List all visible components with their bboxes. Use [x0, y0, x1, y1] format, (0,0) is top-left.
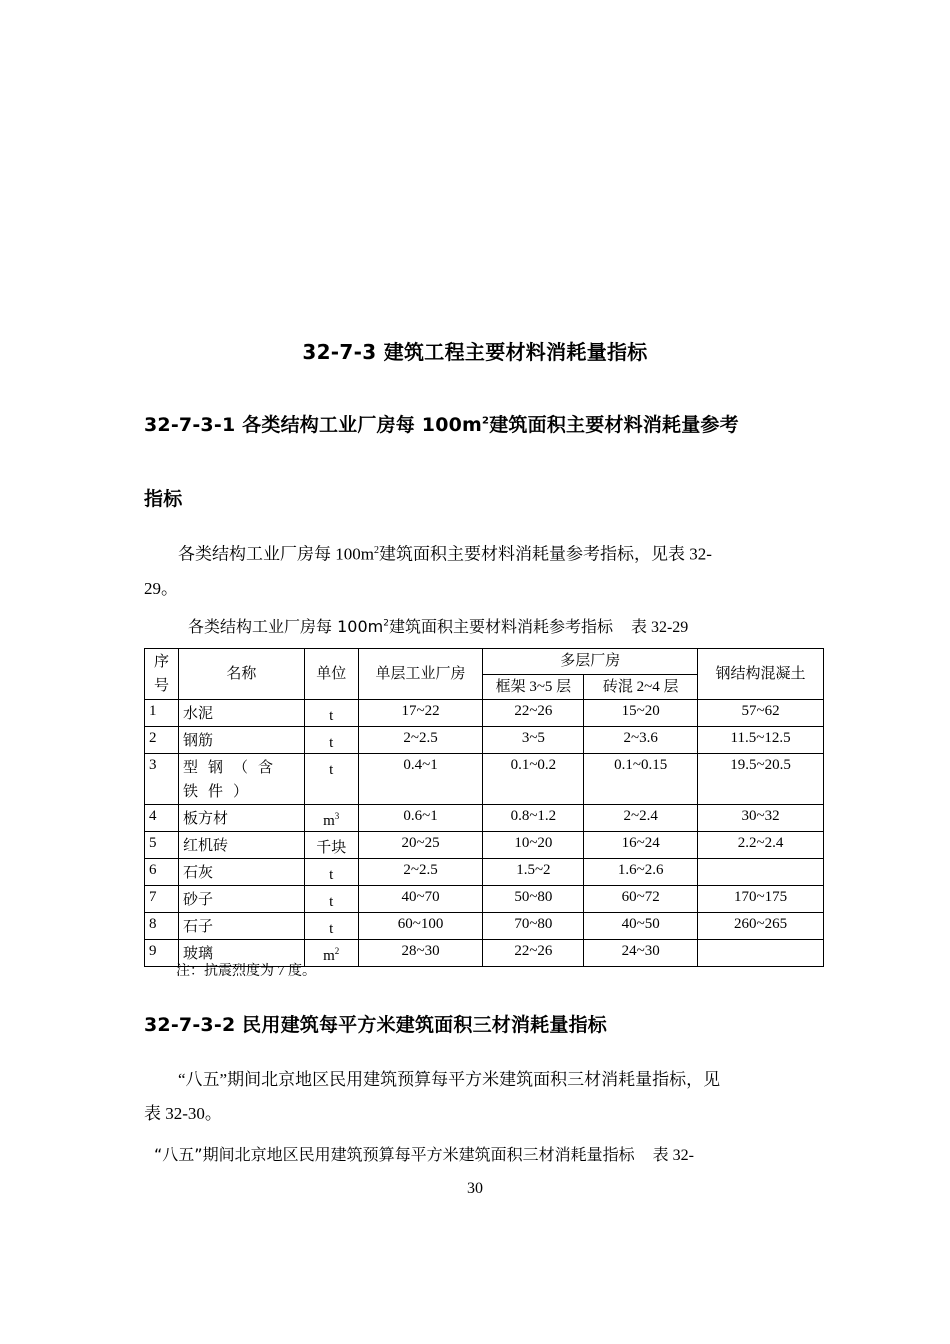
cell-name: 石灰 — [178, 859, 304, 886]
cell-single: 17~22 — [358, 700, 483, 727]
cell-single: 20~25 — [358, 832, 483, 859]
cell-steel: 11.5~12.5 — [698, 727, 824, 754]
table-row — [145, 805, 824, 832]
cell-unit: 千块 — [304, 832, 358, 859]
cell-unit: t — [304, 727, 358, 754]
cell-seq: 6 — [145, 859, 179, 886]
materials-table — [144, 648, 824, 967]
cell-brick: 24~30 — [584, 940, 698, 967]
cell-unit: $m^2$ — [304, 940, 358, 967]
table-caption-1: 各类结构工业厂房每 $100m^2$建筑面积主要材料消耗参考指标 表 32-29 — [188, 617, 689, 636]
table-body — [145, 700, 824, 967]
cell-name: 红机砖 — [178, 832, 304, 859]
table-row — [145, 754, 824, 805]
cell-unit: $m^3$ — [304, 805, 358, 832]
table-caption-2: “八五”期间北京地区民用建筑预算每平方米建筑面积三材消耗量指标 表 32- — [154, 1145, 694, 1164]
cell-name: 石子 — [178, 913, 304, 940]
table-row — [145, 727, 824, 754]
cell-unit: t — [304, 913, 358, 940]
cell-seq: 9 — [145, 940, 179, 967]
cell-name: 型钢（含铁件） — [178, 754, 304, 805]
cell-steel: 260~265 — [698, 913, 824, 940]
cell-brick: 1.6~2.6 — [584, 859, 698, 886]
header-single: 单层工业厂房 — [358, 649, 483, 700]
header-name: 名称 — [178, 649, 304, 700]
table-row — [145, 859, 824, 886]
header-steel: 钢结构混凝土 — [698, 649, 824, 700]
subsection-title-1-cont: 指标 — [144, 488, 183, 510]
cell-frame: 1.5~2 — [483, 859, 584, 886]
cell-seq: 4 — [145, 805, 179, 832]
cell-single: 40~70 — [358, 886, 483, 913]
cell-steel: 2.2~2.4 — [698, 832, 824, 859]
cell-brick: 0.1~0.15 — [584, 754, 698, 805]
cell-single: 2~2.5 — [358, 727, 483, 754]
cell-name: 水泥 — [178, 700, 304, 727]
cell-name: 玻璃 — [178, 940, 304, 967]
cell-seq: 7 — [145, 886, 179, 913]
cell-seq: 2 — [145, 727, 179, 754]
table-note: 注：抗震烈度为 7 度。 — [176, 964, 316, 979]
cell-brick: 16~24 — [584, 832, 698, 859]
header-seq: 序号 — [145, 649, 179, 700]
cell-single: 2~2.5 — [358, 859, 483, 886]
cell-brick: 40~50 — [584, 913, 698, 940]
cell-name: 板方材 — [178, 805, 304, 832]
subsection-title-1: 32-7-3-1 各类结构工业厂房每 $100m^2$建筑面积主要材料消耗量参考 — [144, 414, 739, 436]
cell-unit: t — [304, 700, 358, 727]
cell-seq: 3 — [145, 754, 179, 805]
cell-single: 28~30 — [358, 940, 483, 967]
header-brick: 砖混 2~4 层 — [584, 674, 698, 700]
cell-frame: 3~5 — [483, 727, 584, 754]
cell-unit: t — [304, 754, 358, 805]
cell-steel: 57~62 — [698, 700, 824, 727]
cell-frame: 50~80 — [483, 886, 584, 913]
table-row — [145, 832, 824, 859]
cell-frame: 0.8~1.2 — [483, 805, 584, 832]
cell-frame: 70~80 — [483, 913, 584, 940]
header-unit: 单位 — [304, 649, 358, 700]
header-frame: 框架 3~5 层 — [483, 674, 584, 700]
subsection-title-2: 32-7-3-2 民用建筑每平方米建筑面积三材消耗量指标 — [144, 1014, 607, 1036]
cell-steel: 170~175 — [698, 886, 824, 913]
cell-frame: 10~20 — [483, 832, 584, 859]
cell-name: 钢筋 — [178, 727, 304, 754]
section-title: 32-7-3 建筑工程主要材料消耗量指标 — [302, 340, 648, 364]
cell-seq: 1 — [145, 700, 179, 727]
cell-single: 0.6~1 — [358, 805, 483, 832]
paragraph-1: 各类结构工业厂房每 $100m^2$建筑面积主要材料消耗量参考指标，见表 32- 29。 — [144, 544, 712, 598]
cell-brick: 60~72 — [584, 886, 698, 913]
cell-brick: 2~2.4 — [584, 805, 698, 832]
cell-brick: 2~3.6 — [584, 727, 698, 754]
table-row — [145, 886, 824, 913]
cell-single: 0.4~1 — [358, 754, 483, 805]
table-row — [145, 700, 824, 727]
cell-brick: 15~20 — [584, 700, 698, 727]
table-row — [145, 913, 824, 940]
cell-steel: 30~32 — [698, 805, 824, 832]
cell-seq: 5 — [145, 832, 179, 859]
cell-frame: 22~26 — [483, 700, 584, 727]
paragraph-2: “八五”期间北京地区民用建筑预算每平方米建筑面积三材消耗量指标，见 表 32-30。 — [144, 1070, 721, 1123]
cell-frame: 22~26 — [483, 940, 584, 967]
cell-single: 60~100 — [358, 913, 483, 940]
header-multi: 多层厂房 — [483, 649, 698, 675]
table-caption-2-cont: 30 — [467, 1180, 483, 1197]
cell-steel: 19.5~20.5 — [698, 754, 824, 805]
cell-unit: t — [304, 859, 358, 886]
cell-unit: t — [304, 886, 358, 913]
cell-steel — [698, 859, 824, 886]
cell-frame: 0.1~0.2 — [483, 754, 584, 805]
cell-steel — [698, 940, 824, 967]
cell-name: 砂子 — [178, 886, 304, 913]
cell-seq: 8 — [145, 913, 179, 940]
